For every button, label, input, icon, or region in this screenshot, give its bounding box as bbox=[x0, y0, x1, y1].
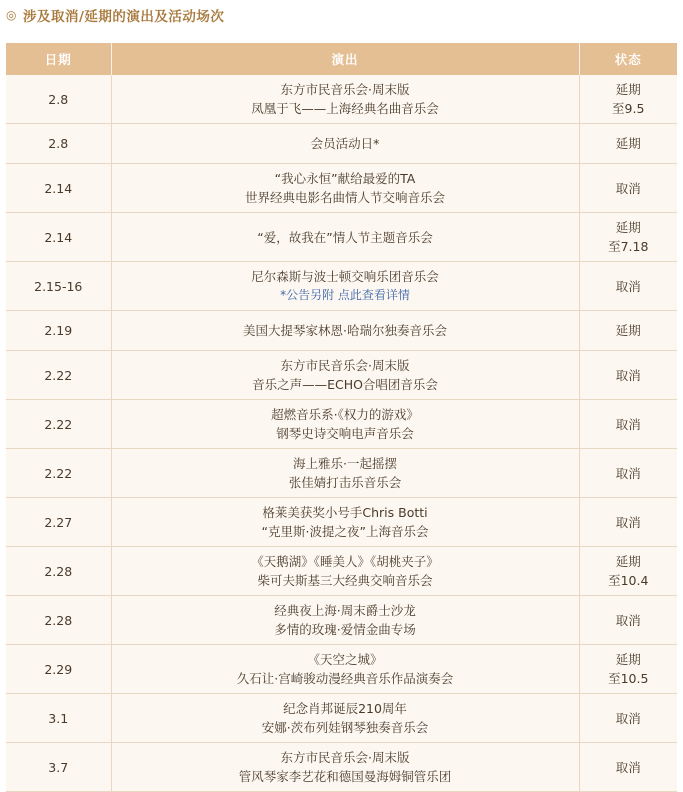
show-cell bbox=[111, 645, 579, 694]
show-cell bbox=[111, 694, 579, 743]
status-cell bbox=[579, 124, 677, 164]
table-row bbox=[6, 547, 677, 596]
show-line: 管风琴家李艺花和德国曼海姆铜管乐团 bbox=[238, 769, 452, 784]
date-cell: 2.27 bbox=[6, 498, 111, 547]
date-cell: 2.29 bbox=[6, 645, 111, 694]
status-cell bbox=[579, 311, 677, 351]
table-header-row bbox=[6, 43, 677, 75]
date-cell: 2.28 bbox=[6, 596, 111, 645]
table-row bbox=[6, 743, 677, 792]
date-cell: 2.8 bbox=[6, 75, 111, 124]
details-link[interactable]: *公告另附 点此查看详情 bbox=[280, 288, 410, 302]
date-cell: 3.7 bbox=[6, 743, 111, 792]
status-cell bbox=[579, 743, 677, 792]
table-row bbox=[6, 164, 677, 213]
show-line: “爱，故我在”情人节主题音乐会 bbox=[257, 229, 433, 245]
status-text: 取消 bbox=[615, 278, 641, 294]
circle-bullet-icon: ◎ bbox=[6, 8, 17, 22]
show-cell bbox=[111, 213, 579, 262]
header-status: 状态 bbox=[579, 43, 677, 75]
show-cell bbox=[111, 262, 579, 311]
status-text: 延期 bbox=[615, 323, 641, 338]
schedule-table-container bbox=[6, 43, 677, 792]
show-line: 美国大提琴家林恩·哈瑞尔独奏音乐会 bbox=[243, 323, 447, 338]
status-cell bbox=[579, 596, 677, 645]
status-text: 取消 bbox=[615, 710, 641, 726]
show-line: “克里斯·波提之夜”上海音乐会 bbox=[261, 524, 429, 539]
status-cell bbox=[579, 213, 677, 262]
show-cell bbox=[111, 164, 579, 213]
status-cell bbox=[579, 694, 677, 743]
date-cell: 2.14 bbox=[6, 164, 111, 213]
status-cell bbox=[579, 547, 677, 596]
show-line: 久石让·宫崎骏动漫经典音乐作品演奏会 bbox=[236, 671, 454, 686]
table-row bbox=[6, 449, 677, 498]
table-row bbox=[6, 213, 677, 262]
date-cell: 2.22 bbox=[6, 449, 111, 498]
show-line: 多情的玫瑰·爱情金曲专场 bbox=[274, 622, 416, 637]
table-row bbox=[6, 262, 677, 311]
show-line: 会员活动日* bbox=[310, 136, 380, 151]
show-line: 格莱美获奖小号手Chris Botti bbox=[262, 505, 428, 520]
status-cell bbox=[579, 449, 677, 498]
show-line: 安娜·茨布列娃钢琴独奏音乐会 bbox=[261, 720, 429, 735]
status-text: 延期 bbox=[615, 554, 641, 569]
date-cell: 3.1 bbox=[6, 694, 111, 743]
show-cell bbox=[111, 75, 579, 124]
show-cell bbox=[111, 743, 579, 792]
show-line: 纪念肖邦诞辰210周年 bbox=[283, 701, 407, 716]
table-row bbox=[6, 694, 677, 743]
status-cell bbox=[579, 262, 677, 311]
status-text: 取消 bbox=[615, 465, 641, 481]
show-line: “我心永恒”献给最爱的TA bbox=[274, 171, 416, 186]
show-line: 东方市民音乐会·周末版 bbox=[280, 750, 410, 765]
table-row bbox=[6, 400, 677, 449]
show-cell bbox=[111, 400, 579, 449]
status-detail: 至10.5 bbox=[608, 671, 649, 686]
status-text: 取消 bbox=[615, 416, 641, 432]
section-heading bbox=[6, 4, 224, 26]
show-line: 柴可夫斯基三大经典交响音乐会 bbox=[257, 573, 433, 588]
table-row bbox=[6, 645, 677, 694]
status-cell bbox=[579, 645, 677, 694]
status-cell bbox=[579, 400, 677, 449]
table-row bbox=[6, 124, 677, 164]
status-text: 取消 bbox=[615, 367, 641, 383]
status-text: 延期 bbox=[615, 220, 641, 235]
date-cell: 2.22 bbox=[6, 351, 111, 400]
show-line: 东方市民音乐会·周末版 bbox=[280, 358, 410, 373]
header-show: 演出 bbox=[111, 43, 579, 75]
show-line: 《天鹅湖》《睡美人》《胡桃夹子》 bbox=[251, 554, 439, 569]
status-cell bbox=[579, 75, 677, 124]
show-cell bbox=[111, 124, 579, 164]
show-cell bbox=[111, 547, 579, 596]
table-row bbox=[6, 351, 677, 400]
date-cell: 2.22 bbox=[6, 400, 111, 449]
status-text: 取消 bbox=[615, 514, 641, 530]
show-line: 东方市民音乐会·周末版 bbox=[280, 82, 410, 97]
show-cell bbox=[111, 596, 579, 645]
show-line: 凤凰于飞——上海经典名曲音乐会 bbox=[251, 101, 439, 116]
table-row bbox=[6, 498, 677, 547]
show-line: 钢琴史诗交响电声音乐会 bbox=[276, 426, 414, 441]
status-text: 取消 bbox=[615, 759, 641, 775]
status-text: 取消 bbox=[615, 612, 641, 628]
date-cell: 2.19 bbox=[6, 311, 111, 351]
status-text: 延期 bbox=[615, 136, 641, 151]
show-cell bbox=[111, 311, 579, 351]
status-text: 延期 bbox=[615, 652, 641, 667]
status-text: 延期 bbox=[615, 82, 641, 97]
show-cell bbox=[111, 498, 579, 547]
date-cell: 2.28 bbox=[6, 547, 111, 596]
show-line: 超燃音乐系·《权力的游戏》 bbox=[271, 407, 419, 422]
show-line: 尼尔森斯与波士顿交响乐团音乐会 bbox=[251, 269, 439, 284]
status-cell bbox=[579, 164, 677, 213]
date-cell: 2.14 bbox=[6, 213, 111, 262]
section-title: 涉及取消/延期的演出及活动场次 bbox=[22, 9, 225, 25]
show-line: 经典夜上海·周末爵士沙龙 bbox=[274, 603, 416, 618]
show-line: 音乐之声——ECHO合唱团音乐会 bbox=[252, 377, 438, 392]
status-detail: 至10.4 bbox=[608, 573, 649, 588]
show-line: 海上雅乐·一起摇摆 bbox=[293, 456, 397, 471]
show-line: 张佳婧打击乐音乐会 bbox=[288, 475, 402, 490]
show-cell bbox=[111, 449, 579, 498]
status-cell bbox=[579, 498, 677, 547]
status-detail: 至9.5 bbox=[612, 101, 645, 116]
show-cell bbox=[111, 351, 579, 400]
table-row bbox=[6, 75, 677, 124]
show-line: 《天空之城》 bbox=[307, 652, 383, 667]
date-cell: 2.15-16 bbox=[6, 262, 111, 311]
date-cell: 2.8 bbox=[6, 124, 111, 164]
header-date: 日期 bbox=[6, 43, 111, 75]
status-cell bbox=[579, 351, 677, 400]
status-text: 取消 bbox=[615, 180, 641, 196]
status-detail: 至7.18 bbox=[608, 239, 649, 254]
schedule-table bbox=[6, 43, 677, 792]
table-row bbox=[6, 311, 677, 351]
show-line: 世界经典电影名曲情人节交响音乐会 bbox=[244, 190, 445, 205]
table-row bbox=[6, 596, 677, 645]
